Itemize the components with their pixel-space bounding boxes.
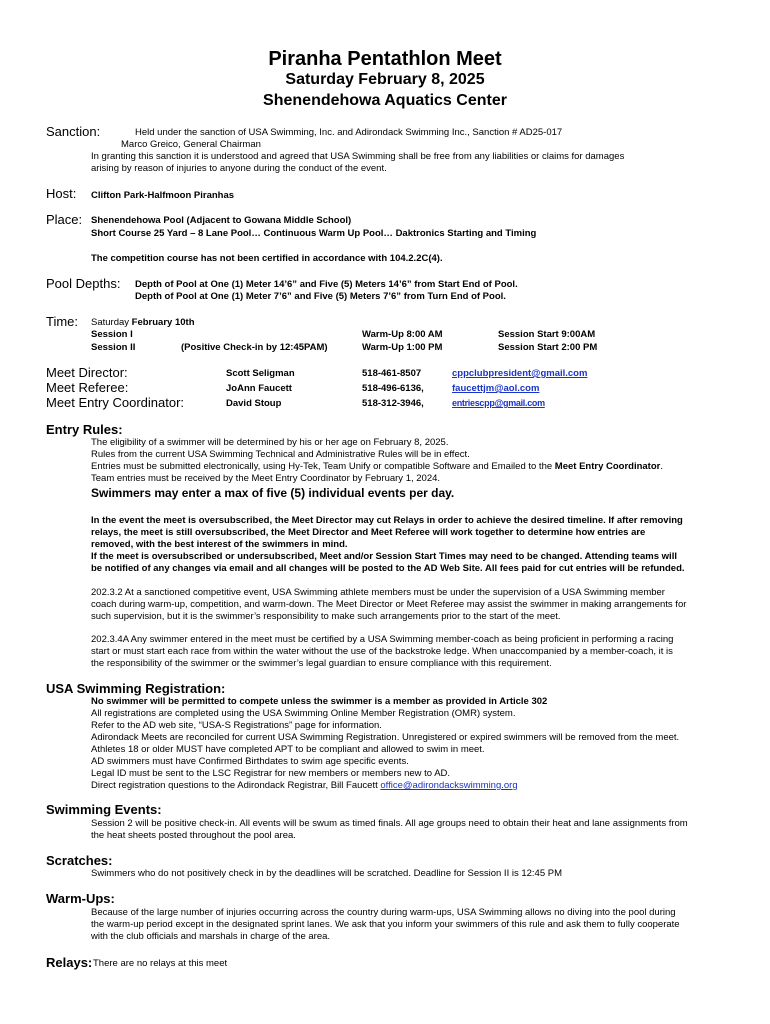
meet-referee-name: JoAnn Faucett [226, 383, 292, 394]
warmups-line-1: Because of the large number of injuries occurring across the country during warm-ups, USA Swimming allows no diving into the pool during [91, 907, 676, 918]
rule-202-3-4a-line-1: 202.3.4A Any swimmer entered in the meet must be certified by a USA Swimming member-coach as being proficient in performing a racing [91, 634, 674, 645]
registrar-email-link[interactable]: office@adirondackswimming.org [380, 780, 518, 791]
registration-line-1: No swimmer will be permitted to compete unless the swimmer is a member as provided in Article 302 [91, 696, 548, 707]
entry-rule-eligibility: The eligibility of a swimmer will be determined by his or her age on February 8, 2025. [91, 437, 449, 448]
sanction-line-4: arising by reason of injuries to anyone during the conduct of the event. [91, 163, 387, 174]
rule-202-3-4a-line-3: the responsibility of the swimmer or the swimmer’s legal guardian to ensure compliance with this requirement. [91, 658, 552, 669]
rule-202-3-2-line-1: 202.3.2 At a sanctioned competitive event, USA Swimming athlete members must be under the supervision of a USA Swimming member [91, 587, 665, 598]
place-line-1: Shenendehowa Pool (Adjacent to Gowana Middle School) [91, 215, 352, 226]
warmups-heading: Warm-Ups: [46, 891, 115, 906]
swimming-events-line-1: Session 2 will be positive check-in. All events will be swum as timed finals. All age groups need to obtain their heat and lane assignments from [91, 818, 688, 829]
session-2-label: Session II [91, 342, 136, 353]
meet-director-email-link[interactable]: cppclubpresident@gmail.com [452, 368, 588, 379]
pool-depths-label: Pool Depths: [46, 276, 121, 291]
meet-day: Saturday February 10th [91, 317, 195, 328]
time-label: Time: [46, 314, 79, 329]
sanction-label: Sanction: [46, 124, 101, 139]
session-2-checkin-note: (Positive Check-in by 12:45PAM) [181, 342, 328, 353]
meet-director-phone: 518-461-8507 [362, 368, 422, 379]
oversubscribed-line-4: If the meet is oversubscribed or undersubscribed, Meet and/or Session Start Times may need to be changed. Attending teams will [91, 551, 677, 562]
course-certification: The competition course has not been certified in accordance with 104.2.2C(4). [91, 253, 443, 264]
entry-rule-submission: Entries must be submitted electronically, using Hy-Tek, Team Unify or compatible Software and Emailed to the Meet Entry Coordinator. [91, 461, 663, 472]
place-label: Place: [46, 212, 83, 227]
meet-director-name: Scott Seligman [226, 368, 295, 379]
entry-coordinator-name: David Stoup [226, 398, 282, 409]
relays-value: There are no relays at this meet [93, 958, 228, 969]
pool-depth-turn: Depth of Pool at One (1) Meter 7’6” and Five (5) Meters 7’6” from Turn End of Pool. [135, 291, 506, 302]
meet-referee-email-link[interactable]: faucettjm@aol.com [452, 383, 540, 394]
session-1-warmup: Warm-Up 8:00 AM [362, 329, 443, 340]
host-value: Clifton Park-Halfmoon Piranhas [91, 190, 235, 201]
warmups-line-2: the warm-up period except in the designated sprint lanes. We ask that you inform your swimmers of this rule and ask them to fully cooperate [91, 919, 680, 930]
warmups-line-3: with the club officials and marshals in charge of the area. [91, 931, 331, 942]
session-1-label: Session I [91, 329, 133, 340]
meet-director-role: Meet Director: [46, 365, 128, 380]
max-events-notice: Swimmers may enter a max of five (5) individual events per day. [91, 486, 455, 500]
entry-rules-heading: Entry Rules: [46, 422, 123, 437]
entry-coordinator-phone: 518-312-3946, [362, 398, 424, 409]
session-1-start: Session Start 9:00AM [498, 329, 596, 340]
registration-heading: USA Swimming Registration: [46, 681, 226, 696]
entry-rule-deadline: Team entries must be received by the Meet Entry Coordinator by February 1, 2024. [91, 473, 441, 484]
scratches-line-1: Swimmers who do not positively check in by the deadlines will be scratched. Deadline for Session II is 12:45 PM [91, 868, 563, 879]
registration-line-4: Adirondack Meets are reconciled for current USA Swimming Registration. Unregistered or expired swimmers will be removed from the meet. [91, 732, 680, 743]
oversubscribed-line-3: removed, with the best interest of the swimmers in mind. [91, 539, 348, 550]
rule-202-3-4a-line-2: start or must start each race from within the water without the use of the backstroke ledge. When unaccompanied by a member-coach, it is [91, 646, 673, 657]
registration-line-6: AD swimmers must have Confirmed Birthdates to swim age specific events. [91, 756, 409, 767]
registration-line-8: Direct registration questions to the Adirondack Registrar, Bill Faucett office@adirondackswimming.org [91, 780, 518, 791]
oversubscribed-line-1: In the event the meet is oversubscribed, the Meet Director may cut Relays in order to achieve the desired timeline. If after removing [91, 515, 683, 526]
meet-referee-phone: 518-496-6136, [362, 383, 424, 394]
entry-coordinator-email-link[interactable]: entriescpp@gmail.com [452, 398, 545, 408]
sanction-line-3: In granting this sanction it is understood and agreed that USA Swimming shall be free from any liabilities or claims for damages [91, 151, 625, 162]
meet-venue: Shenendehowa Aquatics Center [263, 92, 507, 109]
pool-depth-start: Depth of Pool at One (1) Meter 14’6” and Five (5) Meters 14’6” from Start End of Pool. [135, 279, 518, 290]
entry-rule-rules: Rules from the current USA Swimming Technical and Administrative Rules will be in effect. [91, 449, 470, 460]
rule-202-3-2-line-2: coach during warm-up, competition, and warm-down. The Meet Director or Meet Referee may assist the swimmer in making arrangements for [91, 599, 687, 610]
swimming-events-line-2: the heat sheets posted throughout the pool area. [91, 830, 296, 841]
entry-coordinator-role: Meet Entry Coordinator: [46, 395, 185, 410]
sanction-line-2: Marco Greico, General Chairman [121, 139, 261, 150]
registration-line-2: All registrations are completed using the USA Swimming Online Member Registration (OMR) system. [91, 708, 516, 719]
sanction-line-1: Held under the sanction of USA Swimming, Inc. and Adirondack Swimming Inc., Sanction # AD25-017 [135, 127, 563, 138]
registration-line-7: Legal ID must be sent to the LSC Registrar for new members or members new to AD. [91, 768, 451, 779]
host-label: Host: [46, 186, 77, 201]
page-title: Piranha Pentathlon Meet [268, 48, 502, 70]
scratches-heading: Scratches: [46, 853, 113, 868]
place-line-2: Short Course 25 Yard – 8 Lane Pool… Continuous Warm Up Pool… Daktronics Starting and Timing [91, 228, 537, 239]
swimming-events-heading: Swimming Events: [46, 802, 162, 817]
registration-line-5: Athletes 18 or older MUST have completed APT to be compliant and allowed to swim in meet. [91, 744, 485, 755]
session-2-start: Session Start 2:00 PM [498, 342, 598, 353]
meet-date: Saturday February 8, 2025 [285, 71, 485, 88]
rule-202-3-2-line-3: such supervision, but it is the swimmer’s responsibility to make such arrangements prior to the start of the meet. [91, 611, 561, 622]
oversubscribed-line-5: be notified of any changes via email and all changes will be posted to the AD Web Site. All fees paid for cut entries will be refunded. [91, 563, 685, 574]
relays-label: Relays: [46, 955, 93, 970]
meet-referee-role: Meet Referee: [46, 380, 129, 395]
session-2-warmup: Warm-Up 1:00 PM [362, 342, 443, 353]
oversubscribed-line-2: relays, the meet is still oversubscribed, the Meet Director and Meet Referee will work together to determine how entries are [91, 527, 646, 538]
registration-line-3: Refer to the AD web site, “USA-S Registrations” page for information. [91, 720, 382, 731]
